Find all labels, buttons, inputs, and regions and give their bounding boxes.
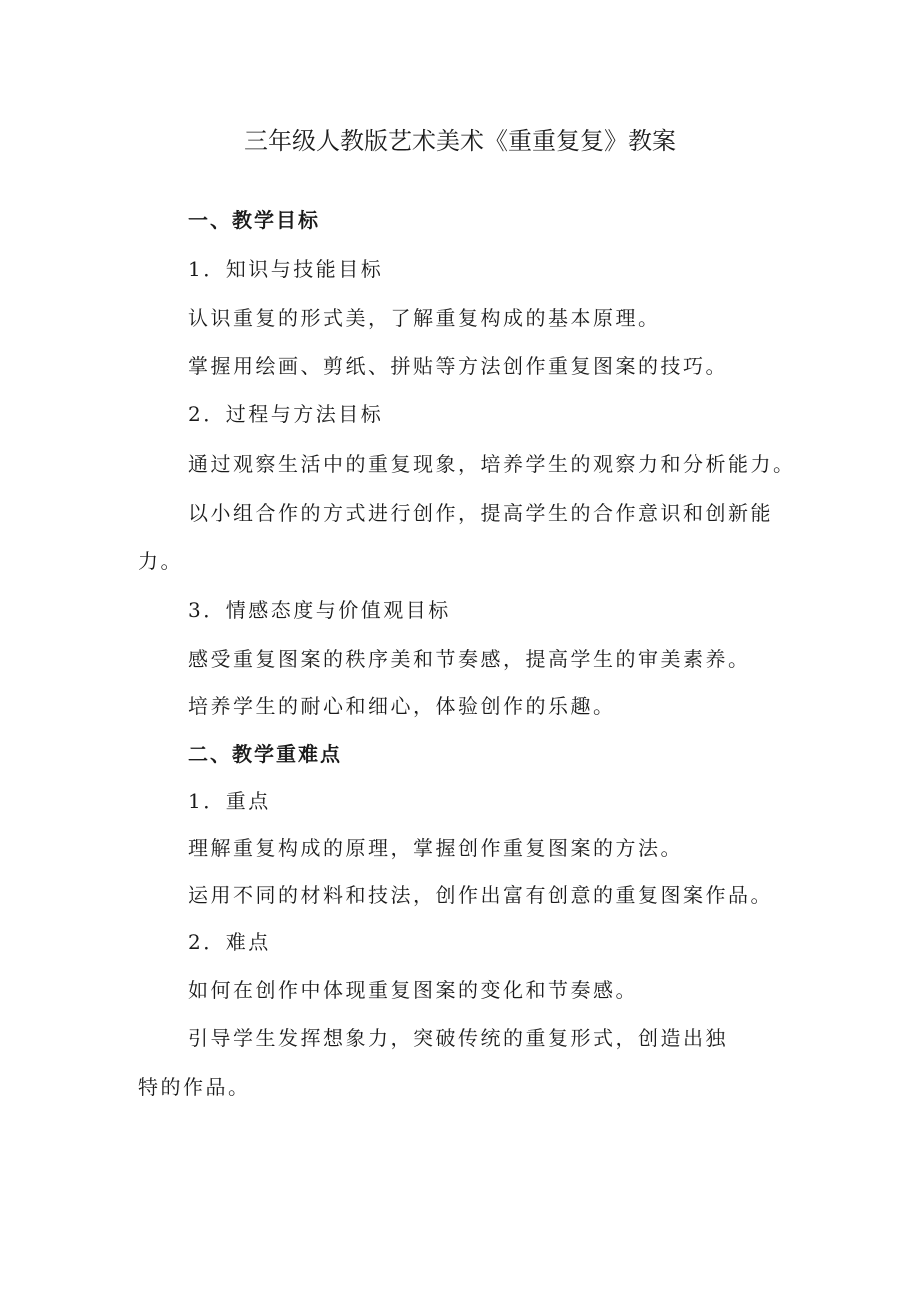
body-line: 掌握用绘画、剪纸、拼贴等方法创作重复图案的技巧。 xyxy=(188,354,728,378)
body-line: 认识重复的形式美，了解重复构成的基本原理。 xyxy=(188,306,661,330)
section-heading-teaching-objectives: 一、教学目标 xyxy=(188,208,320,232)
body-line-continued: 力。 xyxy=(138,549,183,573)
document-title: 三年级人教版艺术美术《重重复复》教案 xyxy=(244,127,676,155)
body-line: 理解重复构成的原理，掌握创作重复图案的方法。 xyxy=(188,836,683,860)
body-line: 通过观察生活中的重复现象，培养学生的观察力和分析能力。 xyxy=(188,452,796,476)
body-line: 如何在创作中体现重复图案的变化和节奏感。 xyxy=(188,978,638,1002)
body-line-continued: 特的作品。 xyxy=(138,1075,251,1099)
subheading-emotion-values: 3．情感态度与价值观目标 xyxy=(188,598,451,622)
body-line: 感受重复图案的秩序美和节奏感，提高学生的审美素养。 xyxy=(188,647,751,671)
body-line: 培养学生的耐心和细心，体验创作的乐趣。 xyxy=(188,694,616,718)
body-line: 引导学生发挥想象力，突破传统的重复形式，创造出独 xyxy=(188,1026,728,1050)
subheading-knowledge-skills: 1．知识与技能目标 xyxy=(188,257,384,281)
section-heading-key-difficult-points: 二、教学重难点 xyxy=(188,742,342,766)
body-line: 以小组合作的方式进行创作，提高学生的合作意识和创新能 xyxy=(188,501,773,525)
subheading-key-points: 1．重点 xyxy=(188,789,271,813)
body-line: 运用不同的材料和技法，创作出富有创意的重复图案作品。 xyxy=(188,883,773,907)
subheading-process-methods: 2．过程与方法目标 xyxy=(188,402,384,426)
subheading-difficult-points: 2．难点 xyxy=(188,930,271,954)
